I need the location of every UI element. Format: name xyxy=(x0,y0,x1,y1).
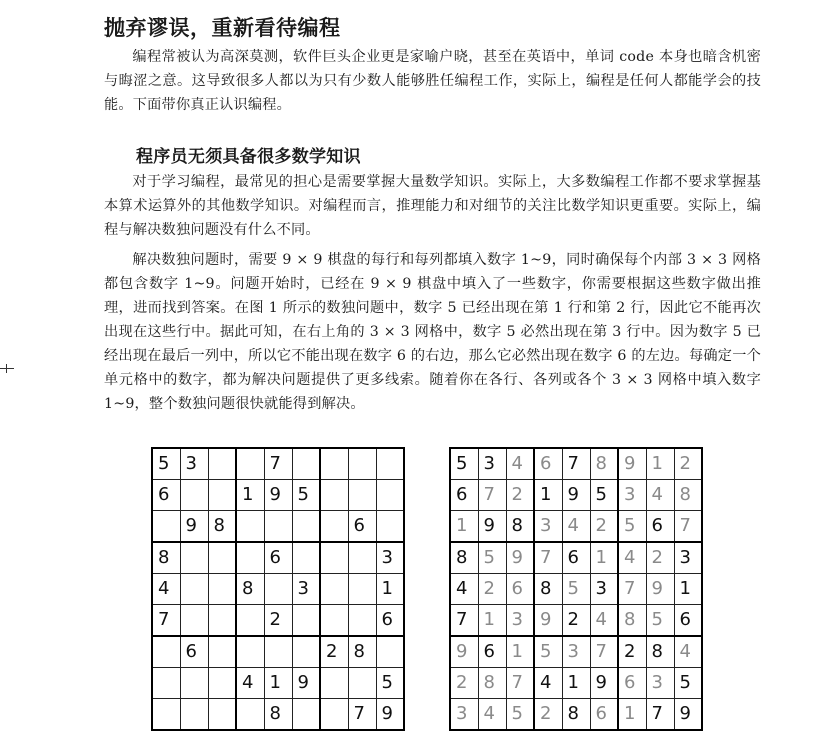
sudoku-row xyxy=(152,574,404,605)
sudoku-cell: 3 xyxy=(180,448,208,480)
sudoku-cell: 5 xyxy=(534,636,562,668)
sudoku-cell: 8 xyxy=(618,605,646,637)
sudoku-cell xyxy=(236,636,264,668)
sudoku-cell: 3 xyxy=(674,542,702,574)
sudoku-cell: 3 xyxy=(562,636,590,668)
sudoku-cell: 1 xyxy=(674,574,702,605)
sudoku-cell: 5 xyxy=(646,605,674,637)
sudoku-cell xyxy=(320,574,348,605)
sudoku-cell: 6 xyxy=(618,668,646,699)
body-paragraph-2: 解决数独问题时，需要 9 × 9 棋盘的每行和每列都填入数字 1~9，同时确保每个内部 3 × 3 网格都包含数字 1~9。问题开始时，已经在 9 × 9 棋盘中填入了一些数字，你需要根据这些数字做出推理，进而找到答案。在图 1 所示的数独问题中，数字 5 已经出现在第 1 行和第 2 行，因此它不能再次出现在这些行中。据此可知，在右上角的 3 × 3 网格中，数字 5 必然出现在第 3 行中。因为数字 5 已经出现在最后一列中，所以它不能出现在数字 6 的右边，那么它必然出现在数字 6 的左边。每确定一个单元格中的数字，都为解决问题提供了更多线索。随着你在各行、各列或各个 3 × 3 网格中填入数字 1~9，整个数独问题很快就能得到解决。 xyxy=(104,252,761,412)
sudoku-cell xyxy=(320,511,348,543)
sudoku-cell: 4 xyxy=(236,668,264,699)
intro-paragraph: 编程常被认为高深莫测，软件巨头企业更是家喻户晓，甚至在英语中，单词 code 本身也暗含机密与晦涩之意。这导致很多人都以为只有少数人能够胜任编程工作，实际上，编程是任何人都能学会的技能。下面带你真正认识编程。 xyxy=(104,49,761,113)
sudoku-row xyxy=(450,480,702,511)
sudoku-cell xyxy=(236,605,264,637)
sudoku-cell xyxy=(264,636,292,668)
sudoku-cell: 4 xyxy=(562,511,590,543)
sudoku-cell: 9 xyxy=(618,448,646,480)
sudoku-cell: 4 xyxy=(152,574,180,605)
sudoku-row xyxy=(450,636,702,668)
sudoku-cell xyxy=(208,574,236,605)
page-title: 抛弃谬误，重新看待编程 xyxy=(104,16,341,40)
sudoku-cell: 2 xyxy=(320,636,348,668)
sudoku-cell: 8 xyxy=(534,574,562,605)
sudoku-cell xyxy=(292,605,320,637)
sudoku-cell: 7 xyxy=(478,480,506,511)
sudoku-cell: 3 xyxy=(292,574,320,605)
sudoku-cell xyxy=(236,511,264,543)
sudoku-cell: 4 xyxy=(478,699,506,731)
sudoku-cell: 9 xyxy=(450,636,478,668)
sudoku-cell: 4 xyxy=(506,448,534,480)
sudoku-cell: 3 xyxy=(506,605,534,637)
sudoku-cell: 9 xyxy=(292,668,320,699)
sudoku-cell: 6 xyxy=(562,542,590,574)
sudoku-row xyxy=(152,511,404,543)
sudoku-cell xyxy=(292,448,320,480)
sudoku-cell xyxy=(208,668,236,699)
sudoku-cell: 5 xyxy=(152,448,180,480)
sudoku-cell xyxy=(180,574,208,605)
sudoku-cell: 5 xyxy=(618,511,646,543)
sudoku-cell xyxy=(320,448,348,480)
sudoku-cell: 1 xyxy=(264,668,292,699)
sudoku-row xyxy=(450,668,702,699)
sudoku-cell: 4 xyxy=(450,574,478,605)
sudoku-cell xyxy=(292,511,320,543)
sudoku-cell xyxy=(376,480,404,511)
sudoku-cell: 4 xyxy=(646,480,674,511)
sudoku-row xyxy=(450,574,702,605)
sudoku-cell: 5 xyxy=(590,480,618,511)
sudoku-cell: 8 xyxy=(264,699,292,731)
sudoku-cell xyxy=(320,699,348,731)
sudoku-row xyxy=(450,605,702,637)
sudoku-row xyxy=(152,448,404,480)
sudoku-cell xyxy=(320,542,348,574)
sudoku-cell: 9 xyxy=(590,668,618,699)
sudoku-cell xyxy=(348,605,376,637)
sudoku-cell: 6 xyxy=(180,636,208,668)
sudoku-cell: 6 xyxy=(264,542,292,574)
sudoku-cell: 9 xyxy=(534,605,562,637)
sudoku-cell: 4 xyxy=(534,668,562,699)
sudoku-cell: 8 xyxy=(450,542,478,574)
sudoku-cell xyxy=(376,636,404,668)
sudoku-cell: 5 xyxy=(478,542,506,574)
sudoku-cell: 7 xyxy=(590,636,618,668)
sudoku-cell: 1 xyxy=(562,668,590,699)
sudoku-cell: 2 xyxy=(450,668,478,699)
sudoku-row xyxy=(152,605,404,637)
sudoku-cell: 9 xyxy=(506,542,534,574)
sudoku-cell: 5 xyxy=(376,668,404,699)
sudoku-cell: 5 xyxy=(674,668,702,699)
sudoku-cell xyxy=(348,668,376,699)
sudoku-cell: 9 xyxy=(562,480,590,511)
sudoku-cell xyxy=(236,542,264,574)
sudoku-cell xyxy=(208,448,236,480)
sudoku-cell xyxy=(348,574,376,605)
sudoku-cell: 3 xyxy=(450,699,478,731)
sudoku-cell xyxy=(236,448,264,480)
sudoku-cell: 7 xyxy=(674,511,702,543)
sudoku-cell: 9 xyxy=(674,699,702,731)
sudoku-cell: 3 xyxy=(478,448,506,480)
sudoku-cell xyxy=(180,668,208,699)
section-heading: 程序员无须具备很多数学知识 xyxy=(136,147,361,167)
sudoku-cell: 2 xyxy=(264,605,292,637)
sudoku-cell: 6 xyxy=(674,605,702,637)
sudoku-cell xyxy=(320,480,348,511)
sudoku-row xyxy=(450,699,702,731)
sudoku-cell: 8 xyxy=(348,636,376,668)
sudoku-cell xyxy=(320,605,348,637)
sudoku-cell: 2 xyxy=(506,480,534,511)
sudoku-solution-grid xyxy=(449,447,703,731)
sudoku-cell: 8 xyxy=(590,448,618,480)
sudoku-row xyxy=(152,542,404,574)
sudoku-row xyxy=(152,480,404,511)
sudoku-cell: 8 xyxy=(674,480,702,511)
sudoku-cell xyxy=(348,448,376,480)
sudoku-cell xyxy=(292,699,320,731)
sudoku-cell: 8 xyxy=(646,636,674,668)
sudoku-cell xyxy=(180,699,208,731)
sudoku-cell: 6 xyxy=(376,605,404,637)
sudoku-cell: 2 xyxy=(590,511,618,543)
sudoku-cell: 7 xyxy=(152,605,180,637)
sudoku-cell: 7 xyxy=(348,699,376,731)
sudoku-cell: 1 xyxy=(478,605,506,637)
sudoku-cell: 2 xyxy=(534,699,562,731)
sudoku-cell xyxy=(152,636,180,668)
sudoku-cell xyxy=(376,448,404,480)
sudoku-puzzle-grid xyxy=(151,447,405,731)
sudoku-cell xyxy=(208,542,236,574)
sudoku-cell: 7 xyxy=(506,668,534,699)
body-paragraph-1: 对于学习编程，最常见的担心是需要掌握大量数学知识。实际上，大多数编程工作都不要求掌握基本算术运算外的其他数学知识。对编程而言，推理能力和对细节的关注比数学知识更重要。实际上，编程与解决数独问题没有什么不同。 xyxy=(104,174,761,238)
sudoku-cell xyxy=(180,480,208,511)
sudoku-cell: 8 xyxy=(506,511,534,543)
sudoku-cell: 7 xyxy=(534,542,562,574)
sudoku-cell: 7 xyxy=(618,574,646,605)
sudoku-row xyxy=(450,448,702,480)
sudoku-cell: 6 xyxy=(152,480,180,511)
sudoku-cell: 1 xyxy=(590,542,618,574)
sudoku-cell: 3 xyxy=(618,480,646,511)
sudoku-cell: 6 xyxy=(590,699,618,731)
sudoku-cell: 9 xyxy=(376,699,404,731)
sudoku-row xyxy=(450,542,702,574)
sudoku-cell xyxy=(376,511,404,543)
sudoku-cell: 8 xyxy=(478,668,506,699)
sudoku-cell: 2 xyxy=(674,448,702,480)
sudoku-cell: 4 xyxy=(590,605,618,637)
sudoku-cell: 8 xyxy=(236,574,264,605)
sudoku-cell xyxy=(264,511,292,543)
sudoku-cell: 9 xyxy=(180,511,208,543)
sudoku-cell: 2 xyxy=(618,636,646,668)
sudoku-row xyxy=(152,636,404,668)
sudoku-cell: 6 xyxy=(534,448,562,480)
sudoku-cell: 6 xyxy=(646,511,674,543)
sudoku-cell: 6 xyxy=(450,480,478,511)
sudoku-cell xyxy=(208,480,236,511)
sudoku-cell: 5 xyxy=(450,448,478,480)
sudoku-cell: 5 xyxy=(292,480,320,511)
sudoku-cell xyxy=(152,699,180,731)
sudoku-cell xyxy=(152,668,180,699)
sudoku-cell xyxy=(180,542,208,574)
sudoku-cell xyxy=(208,699,236,731)
sudoku-cell: 9 xyxy=(264,480,292,511)
sudoku-cell xyxy=(152,511,180,543)
sudoku-cell: 3 xyxy=(376,542,404,574)
sudoku-cell: 6 xyxy=(478,636,506,668)
sudoku-cell: 3 xyxy=(590,574,618,605)
sudoku-cell: 5 xyxy=(562,574,590,605)
sudoku-cell: 7 xyxy=(646,699,674,731)
sudoku-cell: 5 xyxy=(506,699,534,731)
sudoku-cell: 8 xyxy=(152,542,180,574)
sudoku-cell: 1 xyxy=(450,511,478,543)
sudoku-cell xyxy=(292,542,320,574)
sudoku-cell xyxy=(264,574,292,605)
sudoku-cell xyxy=(348,480,376,511)
sudoku-row xyxy=(152,699,404,731)
sudoku-cell: 3 xyxy=(534,511,562,543)
sudoku-cell: 4 xyxy=(674,636,702,668)
sudoku-cell: 2 xyxy=(562,605,590,637)
sudoku-cell: 1 xyxy=(646,448,674,480)
sudoku-cell xyxy=(208,605,236,637)
sudoku-cell xyxy=(292,636,320,668)
sudoku-cell: 8 xyxy=(208,511,236,543)
sudoku-cell xyxy=(236,699,264,731)
sudoku-cell xyxy=(180,605,208,637)
sudoku-cell: 6 xyxy=(348,511,376,543)
sudoku-cell: 8 xyxy=(562,699,590,731)
sudoku-cell xyxy=(320,668,348,699)
sudoku-cell: 4 xyxy=(618,542,646,574)
sudoku-cell: 9 xyxy=(646,574,674,605)
sudoku-cell: 1 xyxy=(376,574,404,605)
sudoku-cell: 1 xyxy=(236,480,264,511)
sudoku-cell: 1 xyxy=(506,636,534,668)
sudoku-cell: 3 xyxy=(646,668,674,699)
sudoku-row xyxy=(152,668,404,699)
sudoku-cell: 7 xyxy=(450,605,478,637)
sudoku-cell: 1 xyxy=(618,699,646,731)
sudoku-cell xyxy=(208,636,236,668)
sudoku-cell: 7 xyxy=(264,448,292,480)
margin-crop-mark xyxy=(0,368,14,369)
sudoku-cell: 6 xyxy=(506,574,534,605)
sudoku-cell xyxy=(348,542,376,574)
sudoku-cell: 2 xyxy=(478,574,506,605)
sudoku-cell: 1 xyxy=(534,480,562,511)
sudoku-cell: 7 xyxy=(562,448,590,480)
sudoku-cell: 9 xyxy=(478,511,506,543)
sudoku-row xyxy=(450,511,702,543)
sudoku-cell: 2 xyxy=(646,542,674,574)
